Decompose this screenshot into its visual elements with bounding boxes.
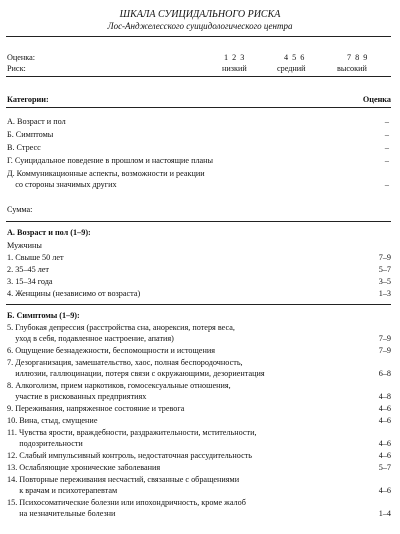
category-score: – [384, 130, 389, 139]
section-b-item: 14. Повторные переживания несчастий, связанные с обращениями [7, 475, 240, 484]
section-a-score: 3–5 [378, 277, 391, 286]
section-b-score: 4–8 [378, 392, 391, 401]
sum-label: Сумма: [7, 205, 33, 214]
section-a-item: 3. 15–34 года [7, 277, 53, 286]
section-b-score: 5–7 [378, 463, 391, 472]
category-score: – [384, 143, 389, 152]
category-score: – [384, 117, 389, 126]
score-label: Оценка: [7, 53, 36, 62]
risk-label: Риск: [7, 64, 26, 73]
page-subtitle: Лос-Анджелесского суицидологического центра [107, 21, 293, 31]
category-item: В. Стресс [7, 143, 41, 152]
category-item: Г. Суицидальное поведение в прошлом и настоящие планы [7, 156, 214, 165]
section-a-score: 7–9 [378, 253, 391, 262]
section-b-item: 5. Глубокая депрессия (расстройства сна, анорексия, потеря веса, [7, 323, 235, 332]
section-b-item: 7. Дезорганизация, замешательство, хаос, полная беспородочность, [7, 358, 243, 367]
section-b-item: 15. Психосоматические болезни или ипохондричность, кроме жалоб [7, 498, 246, 507]
category-item: Б. Симптомы [7, 130, 54, 139]
section-b-item: к врачам и психотерапевтам [7, 486, 118, 495]
divider [6, 221, 391, 222]
section-b-title: Б. Симптомы (1–9): [7, 311, 80, 320]
section-b-score: 6–8 [378, 369, 391, 378]
divider [6, 304, 391, 305]
section-b-score: 4–6 [378, 416, 391, 425]
section-b-item: на незначительные болезни [7, 509, 116, 518]
section-a-item: 2. 35–45 лет [7, 265, 50, 274]
section-a-item: 1. Свыше 50 лет [7, 253, 64, 262]
mid-label: средний [277, 64, 306, 73]
section-b-item: 12. Слабый импульсивный контроль, недостаточная рассудительность [7, 451, 253, 460]
low-label: низкий [222, 64, 247, 73]
section-b-score: 1–4 [378, 509, 391, 518]
high-label: высокий [337, 64, 367, 73]
high-nums: 7 8 9 [347, 53, 369, 62]
section-b-item: участие в рискованных предприятиях [7, 392, 147, 401]
section-b-item: 11. Чувства ярости, враждебности, раздражительности, мстительности, [7, 428, 257, 437]
section-b-item: 9. Переживания, напряженное состояние и тревога [7, 404, 185, 413]
section-b-item: 13. Ослабляющие хронические заболевания [7, 463, 161, 472]
mid-nums: 4 5 6 [284, 53, 306, 62]
category-item: Д. Коммуникационные аспекты, возможности и реакции [7, 169, 205, 178]
section-a-subheader: Мужчины [7, 241, 42, 250]
category-score: – [384, 180, 389, 189]
section-a-score: 1–3 [378, 289, 391, 298]
section-b-score: 4–6 [378, 439, 391, 448]
divider [6, 107, 391, 108]
section-b-score: 4–6 [378, 451, 391, 460]
section-a-title: А. Возраст и пол (1–9): [7, 228, 91, 237]
section-b-item: 8. Алкоголизм, прием наркотиков, гомосексуальные отношения, [7, 381, 231, 390]
section-b-score: 4–6 [378, 486, 391, 495]
category-item: А. Возраст и пол [7, 117, 66, 126]
section-b-item: 6. Ощущение безнадежности, беспомощности и истощения [7, 346, 215, 355]
categories-header: Категории: [7, 95, 49, 104]
category-score: – [384, 156, 389, 165]
low-nums: 1 2 3 [224, 53, 246, 62]
section-b-score: 4–6 [378, 404, 391, 413]
category-item: со стороны значимых других [7, 180, 117, 189]
section-a-item: 4. Женщины (независимо от возраста) [7, 289, 141, 298]
section-b-item: подозрительности [7, 439, 83, 448]
section-b-score: 7–9 [378, 334, 391, 343]
score-column-header: Оценка [362, 95, 391, 104]
page-title: ШКАЛА СУИЦИДАЛЬНОГО РИСКА [119, 9, 281, 20]
divider [6, 36, 391, 37]
section-b-item: 10. Вина, стыд, смущение [7, 416, 98, 425]
section-b-score: 7–9 [378, 346, 391, 355]
divider [6, 76, 391, 77]
section-b-item: уход в себя, подавленное настроение, апатия) [7, 334, 174, 343]
section-a-score: 5–7 [378, 265, 391, 274]
section-b-item: иллюзии, галлюцинации, потеря связи с окружающими, дезориентация [7, 369, 265, 378]
